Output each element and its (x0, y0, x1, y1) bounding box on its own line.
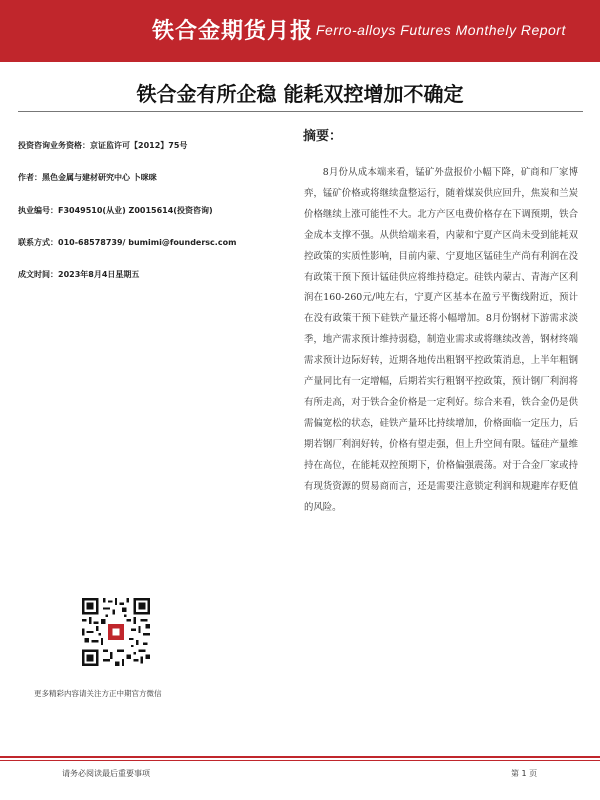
footer-divider (0, 756, 600, 758)
meta-cert: 执业编号：F3049510(从业) Z0015614(投资咨询) (18, 206, 213, 215)
qr-code-icon (82, 598, 150, 666)
report-header-banner (0, 0, 600, 62)
page-number: 第 1 页 (511, 769, 538, 778)
footer-divider-thin (0, 760, 600, 761)
title-divider (18, 111, 583, 112)
header-title-en: Ferro-alloys Futures Monthely Report (316, 22, 566, 38)
meta-contact: 联系方式：010-68578739/ bumimi@foundersc.com (18, 238, 237, 247)
meta-license: 投资咨询业务资格：京证监许可【2012】75号 (18, 141, 188, 150)
qr-caption: 更多精彩内容请关注方正中期官方微信 (34, 689, 162, 698)
summary-heading: 摘要： (303, 129, 343, 144)
footer-disclaimer: 请务必阅读最后重要事项 (62, 769, 150, 778)
summary-body: 8月份从成本端来看，锰矿外盘报价小幅下降，矿商和厂家博弈，锰矿价格或将继续盘整运行，随着煤炭供应回升，焦炭和兰炭价格继续上涨可能性不大。北方产区电费价格存在下调预期，铁合金成本支撑不强。从供给端来看，内蒙和宁夏产区尚未受到能耗双控政策的实质性影响，目前内蒙、宁夏地区锰硅生产尚有利润在没有政策干预下预计锰硅供应将维持稳定。硅铁内蒙古、青海产区利润在160-260元/吨左右，宁夏产区基本在盈亏平衡线附近，预计在没有政策干预下硅铁产量还将小幅增加。8月份钢材下游需求淡季，地产需求预计维持弱稳，制造业需求或将继续改善，钢材终端需求预计边际好转，近期各地传出粗钢平控政策消息，上半年粗钢产量同比有一定增幅，后期若实行粗钢平控政策，预计钢厂利润将有所走高，对于铁合金价格是一定利好。综合来看，铁合金仍是供需偏宽松的状态，硅铁产量环比持续增加，价格面临一定压力，后期若钢厂利润好转，价格有望走强，但上升空间有限。锰硅产量维持在高位，在能耗双控预期下，价格偏强震荡。对于合金厂家或持有现货资源的贸易商而言，还是需要注意锁定利润和规避库存贬值的风险。 (304, 167, 578, 513)
header-title-cn: 铁合金期货月报 (152, 19, 314, 44)
report-title: 铁合金有所企稳 能耗双控增加不确定 (136, 82, 464, 106)
meta-date: 成文时间：2023年8月4日星期五 (18, 270, 140, 279)
meta-author: 作者：黑色金属与建材研究中心 卜咪咪 (18, 173, 157, 182)
